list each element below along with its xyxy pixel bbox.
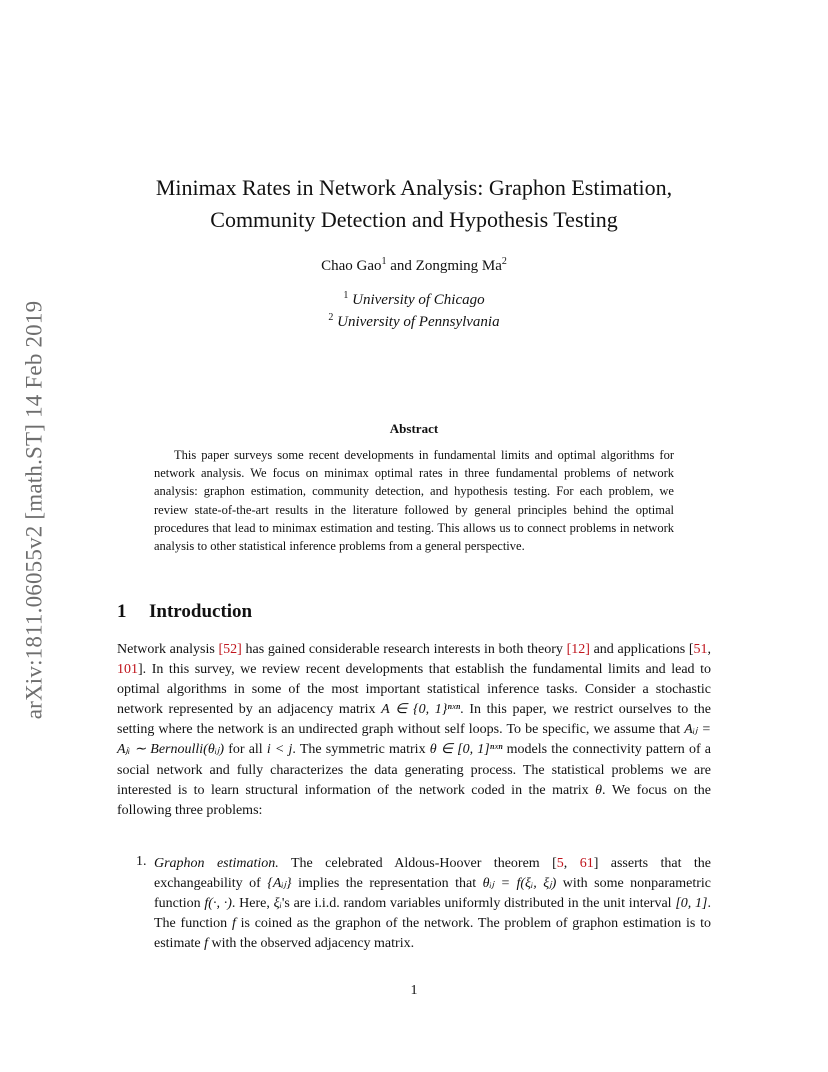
section-title: Introduction xyxy=(149,601,253,622)
math-expression: ξᵢ xyxy=(273,896,282,912)
math-expression: [0, 1] xyxy=(675,896,708,912)
affiliation-mark-2: 2 xyxy=(328,312,334,323)
citation-link[interactable]: 5 xyxy=(556,856,564,871)
author-connector: and xyxy=(386,258,416,274)
page-number: 1 xyxy=(410,983,418,998)
math-expression: A ∈ {0, 1}ⁿˣⁿ xyxy=(381,702,461,718)
citation-link[interactable]: 61 xyxy=(579,856,594,871)
list-text: . Here, xyxy=(231,896,274,912)
intro-text: and applications [ xyxy=(589,642,694,657)
affiliation-2 xyxy=(0,312,828,331)
intro-text: ]. In this survey, we review recent developments that establish the fundamental limits and lead to optimal algorithms in some of the most important statistical inference tasks. Consider a stochastic network represented by an adjacency matrix xyxy=(117,662,711,718)
list-text: with the observed adjacency matrix. xyxy=(208,936,415,952)
math-expression: f xyxy=(204,936,209,952)
section-number: 1 xyxy=(117,601,127,622)
affiliation-1 xyxy=(0,290,828,309)
math-expression: i < j xyxy=(266,742,293,758)
intro-text: . We focus on the following three problems: xyxy=(117,782,712,818)
affiliation-name-1: University of Chicago xyxy=(352,292,485,308)
section-heading xyxy=(117,601,252,623)
affiliation-name-2: University of Pennsylvania xyxy=(337,314,500,330)
author-mark-1: 1 xyxy=(381,256,387,267)
author-list xyxy=(0,256,828,275)
list-item xyxy=(154,854,711,954)
intro-text: , xyxy=(707,642,711,657)
intro-text: models the connectivity pattern of a social network and fully characterizes the data generating process. The statistical problems we are interested is to learn structural information of the network coded in the matrix xyxy=(117,742,711,798)
list-marker: 1. xyxy=(136,854,147,869)
list-text: , xyxy=(563,856,580,871)
intro-paragraph xyxy=(117,640,711,821)
title-line-2: Community Detection and Hypothesis Testing xyxy=(210,207,618,232)
math-expression: f xyxy=(231,916,236,932)
citation-link[interactable]: 101 xyxy=(117,662,138,678)
math-expression: θ ∈ [0, 1]ⁿˣⁿ xyxy=(429,742,503,758)
intro-text: . The symmetric matrix xyxy=(292,742,430,758)
citation-link[interactable]: [12] xyxy=(566,642,590,657)
author-name-1: Chao Gao xyxy=(321,258,382,274)
math-expression: Aᵢⱼ = Aⱼᵢ ∼ Bernoulli(θᵢⱼ) xyxy=(117,722,711,758)
list-text: ] asserts that the exchangeability of xyxy=(154,856,712,892)
math-expression: {Aᵢⱼ} xyxy=(267,876,292,892)
author-name-2: Zongming Ma xyxy=(415,258,502,274)
list-text: 's are i.i.d. random variables uniformly distributed in the unit interval xyxy=(281,896,676,912)
intro-text: Network analysis xyxy=(117,642,219,657)
math-expression: θ xyxy=(595,782,602,798)
citation-link[interactable]: 51 xyxy=(693,642,708,657)
list-text: The celebrated Aldous-Hoover theorem [ xyxy=(278,856,557,871)
math-expression: f(·, ·) xyxy=(204,896,232,912)
list-text: implies the representation that xyxy=(291,876,483,892)
title-line-1: Minimax Rates in Network Analysis: Graphon Estimation, xyxy=(155,175,673,200)
abstract-heading: Abstract xyxy=(389,421,439,436)
list-item-label: Graphon estimation. xyxy=(154,856,279,871)
intro-text: for all xyxy=(224,742,267,758)
intro-text: . In this paper, we restrict ourselves to the setting where the network is an undirected graph without self loops. To be specific, we assume that xyxy=(117,702,711,738)
author-mark-2: 2 xyxy=(501,256,507,267)
paper-title xyxy=(100,172,728,236)
arxiv-identifier: arXiv:1811.06055v2 [math.ST] 14 Feb 2019 xyxy=(21,300,46,719)
intro-text: has gained considerable research interests in both theory xyxy=(241,642,567,657)
arxiv-stamp xyxy=(21,272,47,747)
list-text: with some nonparametric function xyxy=(154,876,712,912)
math-expression: θᵢⱼ = f(ξᵢ, ξⱼ) xyxy=(482,876,557,892)
affiliation-mark-1: 1 xyxy=(343,290,349,301)
list-text: is coined as the graphon of the network. The problem of graphon estimation is to estimate xyxy=(154,916,711,952)
list-text: . The function xyxy=(154,896,711,932)
abstract-text: This paper surveys some recent developments in fundamental limits and optimal algorithms for network analysis. We focus on minimax optimal rates in three fundamental problems of network analysis: graphon estimation, community detection, and hypothesis testing. For each problem, we review state-of-the-art results in the literature followed by general principles behind the optimal procedures that lead to minimax estimation and testing. This allows us to connect problems in network analysis to other statistical inference problems from a general perspective. xyxy=(154,448,674,554)
citation-link[interactable]: [52] xyxy=(218,642,242,657)
